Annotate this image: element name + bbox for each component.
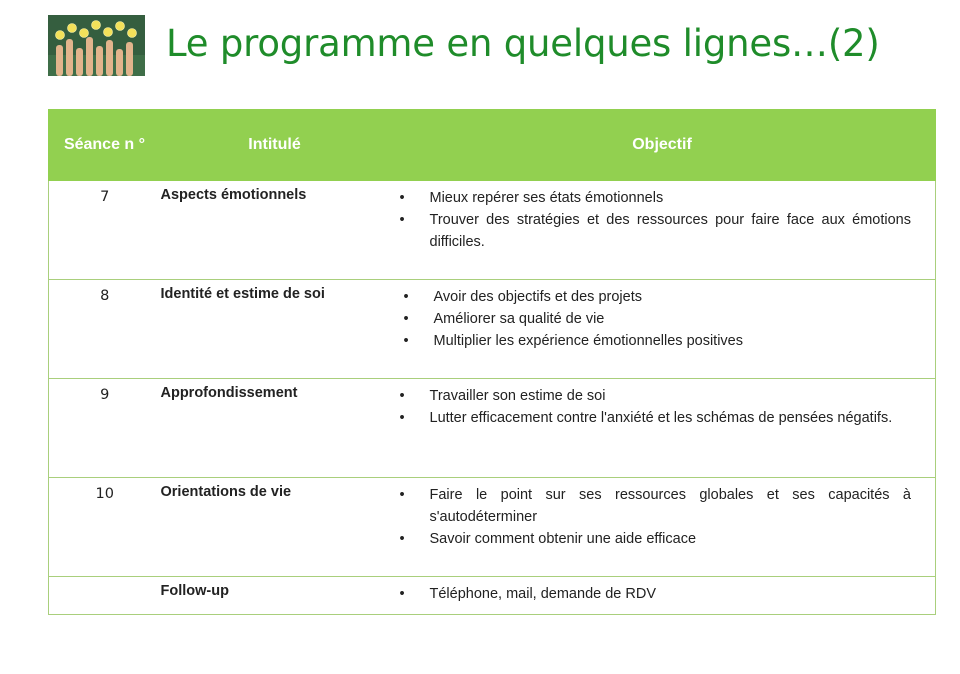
table-header-row (49, 110, 936, 181)
table-row (49, 478, 936, 577)
seance-number: 7 (49, 181, 161, 280)
seance-number (49, 577, 161, 615)
intitule-cell: Aspects émotionnels (161, 181, 389, 280)
objectif-item: • Mieux repérer ses états émotionnels (430, 187, 912, 209)
objectif-item: • Améliorer sa qualité de vie (434, 308, 912, 330)
table-row (49, 379, 936, 478)
intitule-cell: Approfondissement (161, 379, 389, 478)
objectif-item: • Faire le point sur ses ressources globales et ses capacités à s'autodéterminer (430, 484, 912, 528)
seance-number: 8 (49, 280, 161, 379)
intitule-cell: Follow-up (161, 577, 389, 615)
program-table (48, 109, 936, 615)
intitule-cell: Identité et estime de soi (161, 280, 389, 379)
objectif-item: • Avoir des objectifs et des projets (434, 286, 912, 308)
seance-number: 9 (49, 379, 161, 478)
slide-title: Le programme en quelques lignes…(2) (166, 22, 880, 65)
objectif-cell (389, 478, 936, 577)
header-seance: Séance n ° (49, 110, 161, 181)
objectif-cell (389, 280, 936, 379)
intitule-cell: Orientations de vie (161, 478, 389, 577)
objectif-item: • Trouver des stratégies et des ressources pour faire face aux émotions difficiles. (430, 209, 912, 253)
table-row (49, 577, 936, 615)
table-row (49, 280, 936, 379)
objectif-item: • Multiplier les expérience émotionnelles positives (434, 330, 912, 352)
lightbulb-hands-logo (48, 15, 145, 76)
lightbulb-hands-image (48, 15, 145, 76)
objectif-item: • Lutter efficacement contre l'anxiété et les schémas de pensées négatifs. (430, 407, 912, 429)
objectif-cell (389, 577, 936, 615)
seance-number: 10 (49, 478, 161, 577)
header-intitule: Intitulé (161, 110, 389, 181)
table-row (49, 181, 936, 280)
header-objectif: Objectif (389, 110, 936, 181)
objectif-item: • Téléphone, mail, demande de RDV (430, 583, 912, 605)
objectif-cell (389, 379, 936, 478)
objectif-item: • Savoir comment obtenir une aide efficace (430, 528, 912, 550)
objectif-item: • Travailler son estime de soi (430, 385, 912, 407)
objectif-cell (389, 181, 936, 280)
